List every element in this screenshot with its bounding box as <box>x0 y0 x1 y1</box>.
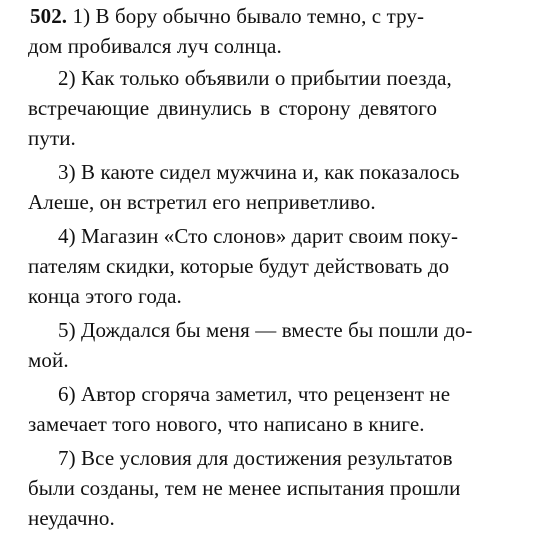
exercise-item-5-line-1: 5) Дождался бы меня — вместе бы пошли до- <box>58 318 473 342</box>
exercise-item-7-line-2: были созданы, тем не менее испытания прошли <box>28 476 461 500</box>
exercise-item-6-line-2: замечает того нового, что написано в книге. <box>28 412 425 436</box>
exercise-item-2-line-1: 2) Как только объявили о прибытии поезда, <box>58 66 452 90</box>
exercise-item-6-line-1: 6) Автор сгоряча заметил, что рецензент не <box>58 382 451 406</box>
exercise-item-7-line-1: 7) Все условия для достижения результатов <box>58 446 453 470</box>
exercise-item-3-line-1: 3) В каюте сидел мужчина и, как показалось <box>58 160 460 184</box>
exercise-item-7-line-3: неудачно. <box>28 506 115 530</box>
exercise-item-3-line-2: Алеше, он встретил его неприветливо. <box>28 190 376 214</box>
exercise-item-4-line-3: конца этого года. <box>28 284 182 308</box>
exercise-item-4-line-2: пателям скидки, которые будут действовать до <box>28 254 450 278</box>
exercise-item-2-line-3: пути. <box>28 126 76 150</box>
exercise-number: 502. <box>30 4 68 28</box>
exercise-item-1-text-1: 1) В бору обычно бывало темно, с тру- <box>72 4 425 28</box>
exercise-item-4-line-1: 4) Магазин «Сто слонов» дарит своим поку- <box>58 224 459 248</box>
exercise-item-1-line-1 <box>30 4 424 28</box>
exercise-item-5-line-2: мой. <box>28 348 69 372</box>
exercise-item-2-line-2: встречающие двинулись в сторону девятого <box>28 96 438 120</box>
exercise-item-1-line-2: дом пробивался луч солнца. <box>28 34 282 58</box>
